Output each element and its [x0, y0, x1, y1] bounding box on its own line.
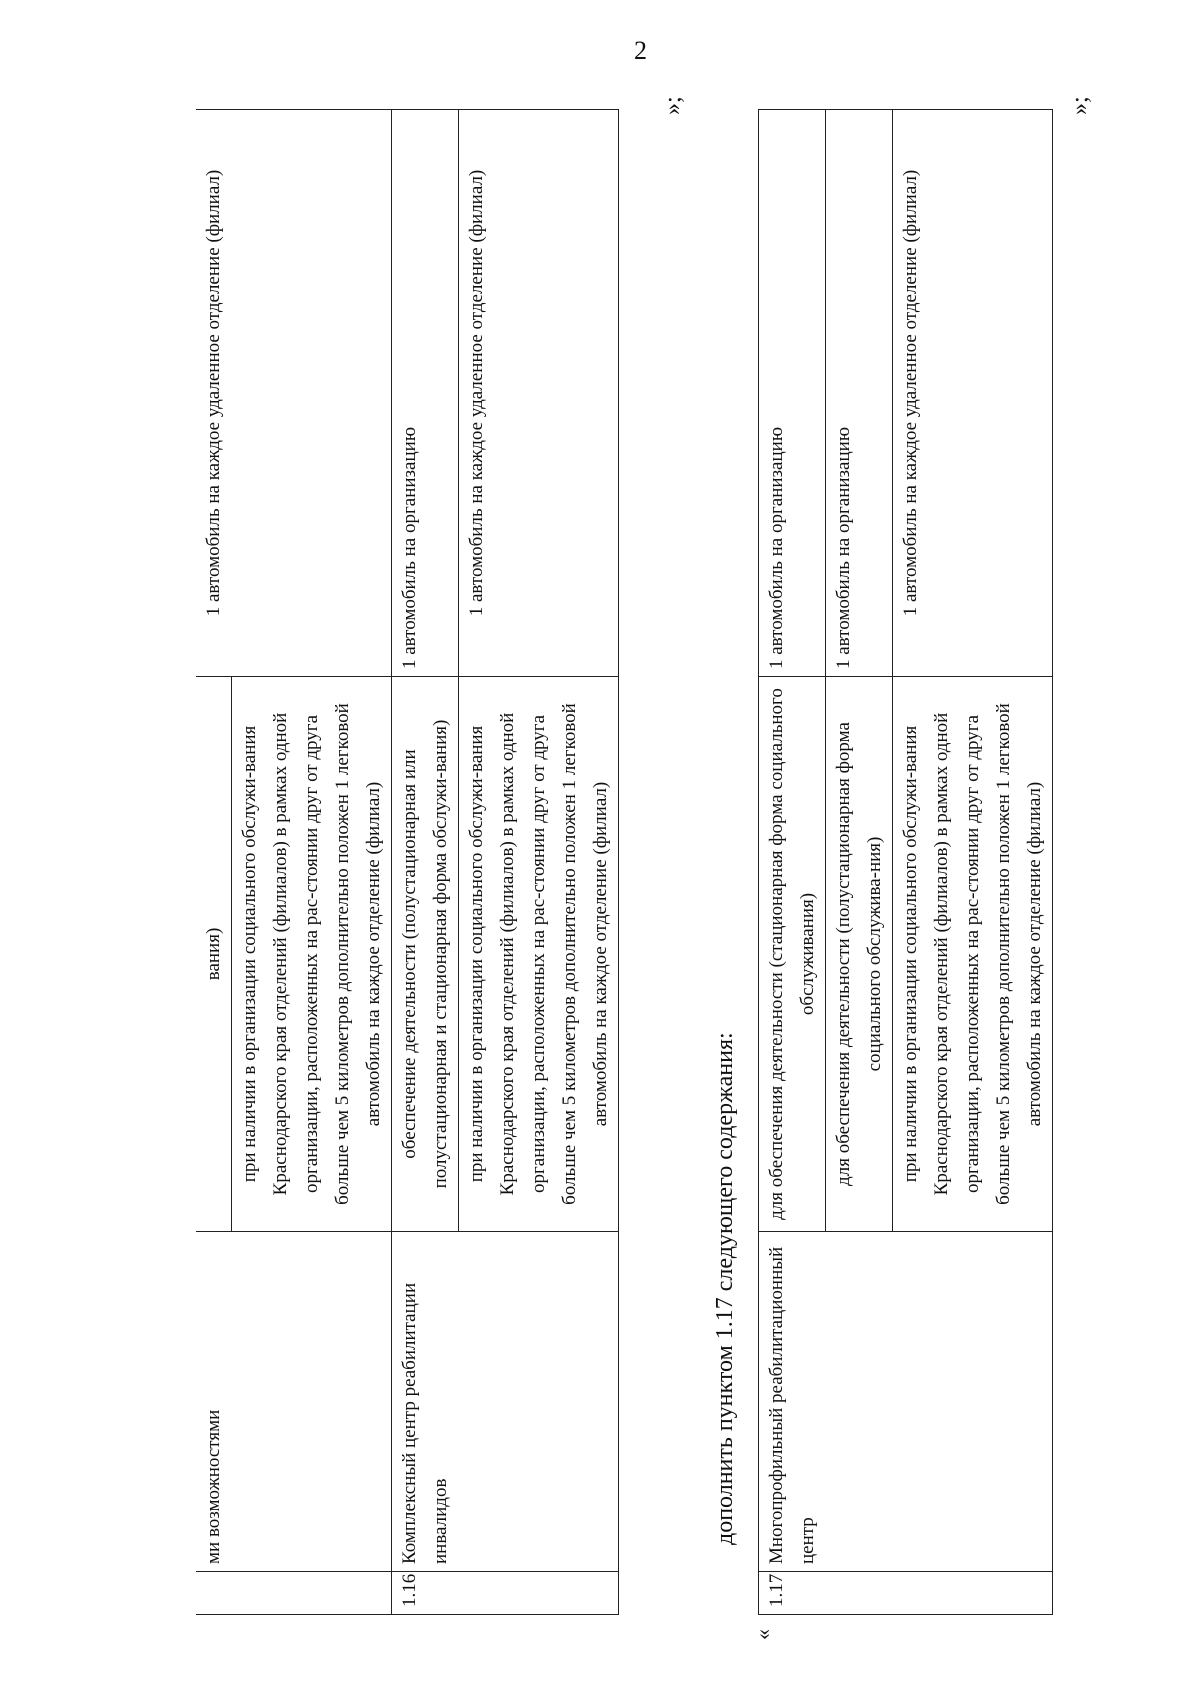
- rotated-content: [150, 95, 1093, 1640]
- insert-instruction: дополнить пунктом 1.17 следующего содержания:: [712, 1032, 738, 1545]
- number-cell: [196, 1572, 392, 1615]
- item-name-cell: Комплексный центр реабилитации инвалидов: [392, 1232, 619, 1572]
- item-number-cell: 1.16: [392, 1572, 619, 1615]
- bottom-table: [758, 109, 1053, 1615]
- norm-cell: 1 автомобиль на организацию: [392, 110, 459, 677]
- closing-quote-mark: »;: [660, 96, 686, 115]
- norm-cell: 1 автомобиль на каждое удаленное отделение (филиал): [196, 110, 392, 677]
- closing-quote-mark: »;: [1067, 96, 1093, 115]
- norm-cell: 1 автомобиль на организацию: [826, 110, 893, 677]
- table-row: [392, 110, 459, 1615]
- item-name-cell: Многопрофильный реабилитационный центр: [759, 1232, 1053, 1572]
- condition-cell: для обеспечения деятельности (полустационарная форма социального обслужива-ния): [826, 677, 893, 1232]
- condition-cell: для обеспечения деятельности (стационарная форма социального обслуживания): [759, 677, 826, 1232]
- norm-cell: 1 автомобиль на каждое удаленное отделение (филиал): [893, 110, 1053, 677]
- item-number-cell: 1.17: [759, 1572, 1053, 1615]
- page-number: 2: [634, 36, 647, 65]
- carryover-condition-cell: вания): [196, 677, 232, 1232]
- top-table: [196, 109, 619, 1615]
- norm-cell: 1 автомобиль на организацию: [759, 110, 826, 677]
- norm-cell: 1 автомобиль на каждое удаленное отделение (филиал): [459, 110, 619, 677]
- condition-cell: при наличии в организации социального обслужи-вания Краснодарского края отделений (филиалов) в рамках одной организации, расположенных на рас-стоянии друг от друга больше чем 5 километров дополнительно положен 1 легковой автомобиль на каждое отделение (филиал): [893, 677, 1053, 1232]
- condition-cell: при наличии в организации социального обслужи-вания Краснодарского края отделений (филиалов) в рамках одной организации, расположенных на рас-стоянии друг от друга больше чем 5 километров дополнительно положен 1 легковой автомобиль на каждое отделение (филиал): [232, 677, 392, 1232]
- category-cell: ми возможностями: [196, 1232, 392, 1572]
- table-row: [759, 110, 826, 1615]
- condition-cell: обеспечение деятельности (полустационарная или полустационарная и стационарная форма обслужи-вания): [392, 677, 459, 1232]
- condition-cell: при наличии в организации социального обслужи-вания Краснодарского края отделений (филиалов) в рамках одной организации, расположенных на рас-стоянии друг от друга больше чем 5 километров дополнительно положен 1 легковой автомобиль на каждое отделение (филиал): [459, 677, 619, 1232]
- table-row: [196, 110, 232, 1615]
- opening-quote-mark: «: [750, 1629, 775, 1640]
